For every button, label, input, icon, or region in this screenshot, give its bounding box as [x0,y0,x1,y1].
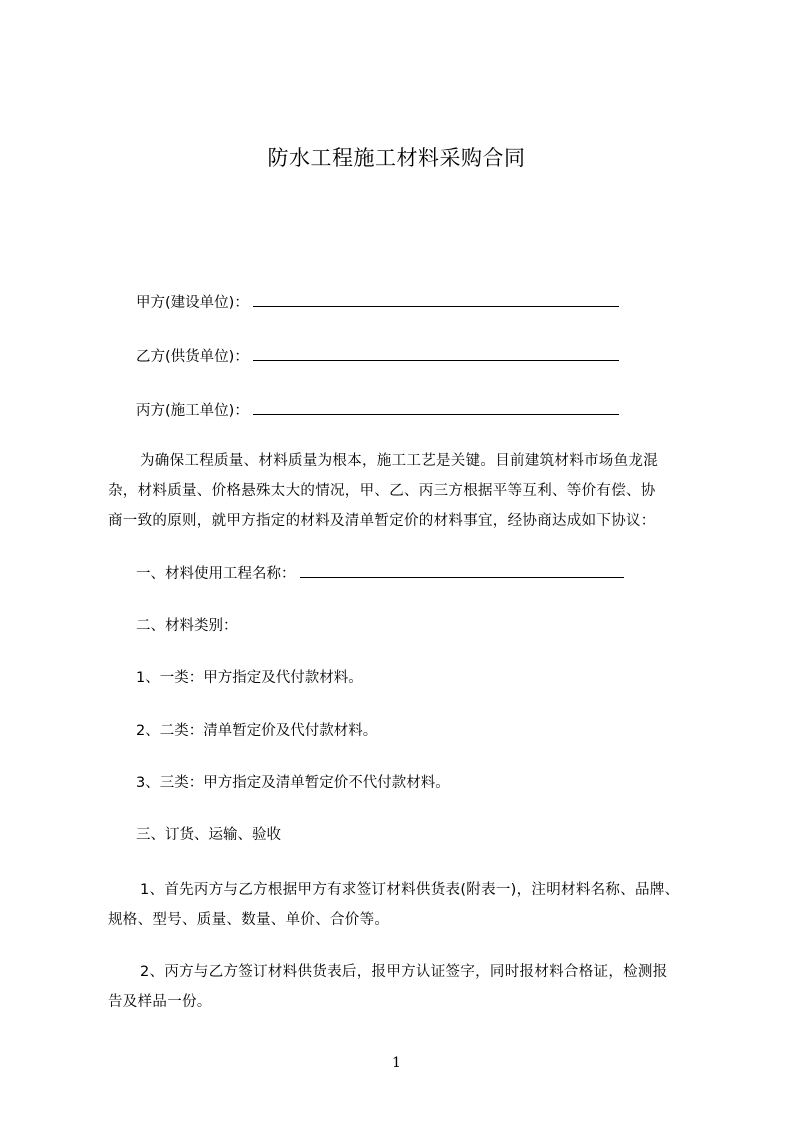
page-number: 1 [392,1055,401,1071]
party-c-label: 丙方(施工单位)： [136,403,249,419]
clause-3-2-line-1: 2、丙方与乙方签订材料供货表后，报甲方认证签字，同时报材料合格证，检测报 [140,964,668,980]
clause-3-1-line-1: 1、首先丙方与乙方根据甲方有求签订材料供货表(附表一)，注明材料名称、品牌、 [140,882,680,898]
party-b-label: 乙方(供货单位)： [136,349,249,365]
category-item-3: 3、三类：甲方指定及清单暂定价不代付款材料。 [136,775,450,791]
party-b-blank [253,346,619,361]
project-name-blank [300,563,624,578]
party-c-blank [253,400,619,415]
party-a-field [136,291,619,312]
party-a-label: 甲方(建设单位)： [136,295,249,311]
intro-paragraph [108,446,718,536]
project-name-field [136,562,624,583]
document-title: 防水工程施工材料采购合同 [267,146,526,170]
intro-line-3: 商一致的原则，就甲方指定的材料及清单暂定价的材料事宜，经协商达成如下协议： [108,513,656,529]
intro-line-2: 杂，材料质量、价格悬殊太大的情况，甲、乙、丙三方根据平等互利、等价有偿、协 [108,483,656,499]
clause-3-2 [108,957,718,1017]
category-item-1: 1、一类：甲方指定及代付款材料。 [136,670,363,686]
category-item-2: 2、二类：清单暂定价及代付款材料。 [136,723,378,739]
party-b-field [136,345,619,366]
party-a-blank [253,292,619,307]
clause-3-1-line-2: 规格、型号、质量、数量、单价、合价等。 [108,912,390,928]
party-c-field [136,399,619,420]
intro-line-1: 为确保工程质量、材料质量为根本，施工工艺是关键。目前建筑材料市场鱼龙混 [140,453,658,469]
section-2-heading: 二、材料类别： [136,618,238,634]
clause-3-2-line-2: 告及样品一份。 [108,994,212,1010]
section-3-heading: 三、订货、运输、验收 [136,827,281,843]
clause-3-1 [108,875,718,935]
project-name-label: 一、材料使用工程名称： [136,566,296,582]
